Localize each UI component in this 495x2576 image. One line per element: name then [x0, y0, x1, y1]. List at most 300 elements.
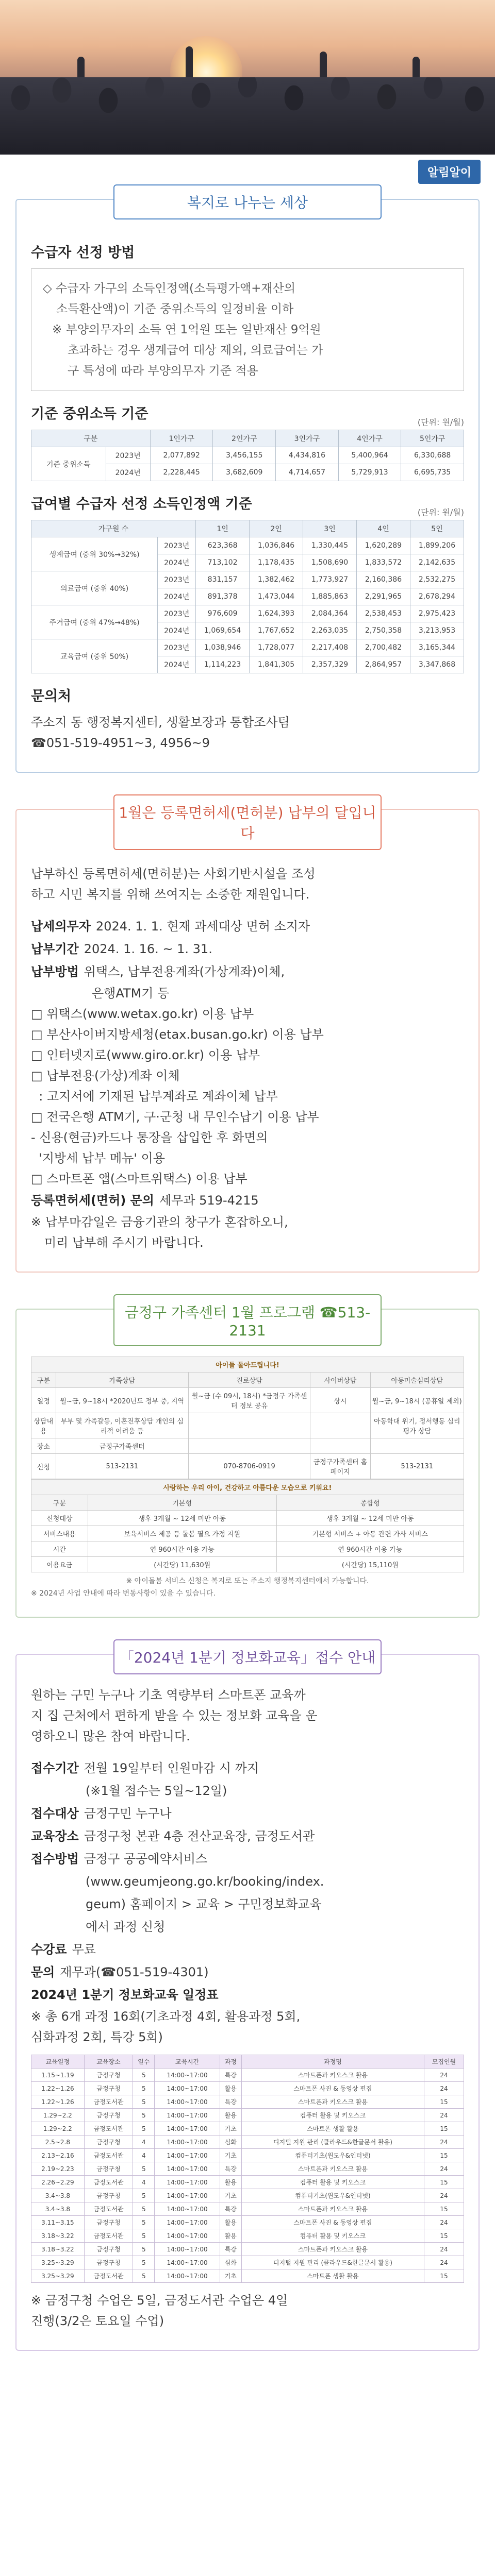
benefit-row [31, 571, 464, 588]
edu-info-label: 접수대상 [31, 1806, 79, 1821]
edu-schedule-cell: 2.5~2.8 [31, 2136, 85, 2149]
edu-schedule-cell: 특강 [220, 2202, 241, 2216]
footnote: ※ 2024년 사업 안내에 따라 변동사항이 있을 수 있습니다. [31, 1589, 216, 1598]
edu-schedule-cell: 15 [424, 2122, 464, 2136]
edu-schedule-cell: 24 [424, 2189, 464, 2202]
benefit-cell: 2023년 [158, 639, 196, 656]
edu-schedule-cell: 24 [424, 2109, 464, 2122]
childcare-row [31, 1541, 464, 1557]
plan-heading [31, 1984, 464, 2006]
edu-schedule-cell: 3.4~3.8 [31, 2189, 85, 2202]
benefit-cell: 1,899,206 [410, 537, 464, 554]
edu-schedule-cell: 1.15~1.19 [31, 2069, 85, 2082]
edu-schedule-cell: 특강 [220, 2162, 241, 2176]
edu-info-row [31, 1938, 464, 1961]
edu-schedule-cell: 1.22~1.26 [31, 2082, 85, 2095]
edu-schedule-row [31, 2189, 464, 2202]
edu-schedule-cell: 14:00~17:00 [155, 2069, 220, 2082]
edu-schedule-cell: 활용 [220, 2082, 241, 2095]
median-cell: 3,682,609 [213, 464, 276, 481]
edu-schedule-cell: 금정구청 [84, 2082, 133, 2095]
edu-schedule-cell: 금정구청 [84, 2069, 133, 2082]
benefit-table [31, 520, 464, 673]
counsel-cell: 월~금 (수 09시, 18시) *금정구 가족센터 정보 공유 [188, 1388, 310, 1413]
benefit-cell: 1,114,223 [196, 656, 250, 673]
edu-schedule-row [31, 2162, 464, 2176]
benefit-header-cell: 3인 [303, 520, 357, 537]
edu-header-cell: 교육일정 [31, 2055, 85, 2069]
intro-line: 지 집 근처에서 편하게 받을 수 있는 정보화 교육을 운 [31, 1708, 318, 1723]
median-cell: 5,400,964 [338, 447, 401, 464]
counsel-row [31, 1413, 464, 1438]
counsel-header-cell: 사이버상담 [310, 1372, 370, 1388]
counsel-cell: 신청 [31, 1454, 56, 1479]
edu-schedule-row [31, 2122, 464, 2136]
median-cell: 6,330,688 [401, 447, 464, 464]
counsel-table-title: 아이들 돌아드립니다! [31, 1357, 464, 1372]
edu-schedule-cell: 기초 [220, 2122, 241, 2136]
median-cell: 2024년 [106, 464, 150, 481]
edu-schedule-cell: 금정도서관 [84, 2269, 133, 2283]
inquiry-value: 세무과 519-4215 [159, 1193, 259, 1208]
edu-schedule-cell: 스마트폰과 키오스크 활용 [241, 2243, 424, 2256]
edu-schedule-row [31, 2269, 464, 2283]
edu-schedule-cell: 5 [133, 2082, 155, 2095]
edu-schedule-cell: 15 [424, 2176, 464, 2189]
edu-header-cell: 과정 [220, 2055, 241, 2069]
benefit-cell: 2024년 [158, 554, 196, 571]
edu-schedule-cell: 24 [424, 2243, 464, 2256]
edu-header-cell: 과정명 [241, 2055, 424, 2069]
benefit-row-label: 주거급여 (중위 47%→48%) [31, 605, 158, 639]
childcare-cell: 보육서비스 제공 등 돌봄 필요 가정 지원 [88, 1526, 276, 1541]
benefit-cell: 3,213,953 [410, 622, 464, 639]
tax-info-value: 2024. 1. 16. ~ 1. 31. [84, 942, 212, 956]
edu-schedule-cell: 24 [424, 2136, 464, 2149]
edu-schedule-row [31, 2082, 464, 2095]
closing-note: 진행(3/2은 토요일 수업) [31, 2314, 164, 2328]
edu-schedule-cell: 컴퓨터기초(윈도우&인터넷) [241, 2189, 424, 2202]
footnote: ※ 아이돌봄 서비스 신청은 복지로 또는 주소지 행정복지센터에서 가능합니다. [126, 1577, 369, 1585]
benefit-cell: 831,157 [196, 571, 250, 588]
tax-info-label: 납부기간 [31, 942, 79, 956]
edu-schedule-cell: 금정구청 [84, 2109, 133, 2122]
counsel-cell: 아동학대 위기, 정서행동 심리평가 상담 [370, 1413, 464, 1438]
edu-schedule-cell: 15 [424, 2202, 464, 2216]
edu-schedule-cell: 5 [133, 2069, 155, 2082]
info-edu-title: 「2024년 1분기 정보화교육」접수 안내 [113, 1639, 382, 1674]
edu-schedule-row [31, 2136, 464, 2149]
edu-schedule-cell: 14:00~17:00 [155, 2202, 220, 2216]
edu-schedule-cell: 컴퓨터 활용 및 키오스크 [241, 2109, 424, 2122]
benefit-cell: 2,700,482 [357, 639, 410, 656]
edu-schedule-cell: 5 [133, 2229, 155, 2243]
edu-schedule-cell: 3.18~3.22 [31, 2243, 85, 2256]
benefit-cell: 1,178,435 [250, 554, 303, 571]
edu-info-value: 금정구청 본관 4층 전산교육장, 금정도서관 [84, 1829, 315, 1843]
edu-schedule-cell: 금정구청 [84, 2256, 133, 2269]
edu-schedule-cell: 2.13~2.16 [31, 2149, 85, 2162]
counsel-cell: 일정 [31, 1388, 56, 1413]
edu-schedule-cell: 15 [424, 2149, 464, 2162]
edu-info-value: 재무과(☎051-519-4301) [60, 1965, 209, 1979]
benefit-header-cell: 가구원 수 [31, 520, 196, 537]
edu-schedule-cell: 심화 [220, 2136, 241, 2149]
edu-header-cell: 모집인원 [424, 2055, 464, 2069]
childcare-cell: (시간당) 15,110원 [276, 1557, 464, 1572]
edu-schedule-cell: 5 [133, 2256, 155, 2269]
edu-schedule-cell: 스마트폰 사진 & 동영상 편집 [241, 2082, 424, 2095]
counsel-cell: 513-2131 [370, 1454, 464, 1479]
edu-schedule-cell: 금정도서관 [84, 2095, 133, 2109]
median-header-cell: 구분 [31, 430, 151, 447]
edu-schedule-cell: 3.4~3.8 [31, 2202, 85, 2216]
edu-schedule-cell: 활용 [220, 2229, 241, 2243]
edu-schedule-cell: 스마트폰 생활 활용 [241, 2269, 424, 2283]
edu-schedule-cell: 5 [133, 2189, 155, 2202]
tax-info-row [31, 915, 464, 938]
edu-schedule-cell: 24 [424, 2256, 464, 2269]
benefit-cell: 1,841,305 [250, 656, 303, 673]
edu-info-value: 무료 [72, 1942, 96, 1957]
edu-info-row [31, 1757, 464, 1780]
edu-schedule-cell: 14:00~17:00 [155, 2243, 220, 2256]
counsel-header-cell: 아동미술심리상담 [370, 1372, 464, 1388]
benefit-cell: 2,291,965 [357, 588, 410, 605]
benefit-cell: 2,864,957 [357, 656, 410, 673]
edu-schedule-cell: 5 [133, 2216, 155, 2229]
counsel-row [31, 1454, 464, 1479]
edu-schedule-cell: 기초 [220, 2189, 241, 2202]
edu-schedule-row [31, 2216, 464, 2229]
edu-schedule-row [31, 2095, 464, 2109]
edu-schedule-cell: 5 [133, 2269, 155, 2283]
edu-schedule-cell: 14:00~17:00 [155, 2216, 220, 2229]
edu-schedule-row [31, 2069, 464, 2082]
edu-info-label: 접수기간 [31, 1761, 79, 1775]
edu-schedule-cell: 14:00~17:00 [155, 2109, 220, 2122]
median-header-cell: 2인가구 [213, 430, 276, 447]
edu-schedule-cell: 14:00~17:00 [155, 2095, 220, 2109]
childcare-header-cell: 기본형 [88, 1495, 276, 1511]
benefit-cell: 2,678,294 [410, 588, 464, 605]
edu-info-label [31, 1780, 80, 1802]
median-header-cell: 1인가구 [150, 430, 213, 447]
edu-schedule-cell: 14:00~17:00 [155, 2122, 220, 2136]
edu-schedule-cell: 14:00~17:00 [155, 2269, 220, 2283]
benefit-cell: 2,357,329 [303, 656, 357, 673]
benefit-cell: 2,263,035 [303, 622, 357, 639]
childcare-cell: 연 960시간 이용 가능 [276, 1541, 464, 1557]
family-center-title: 금정구 가족센터 1월 프로그램 ☎513-2131 [113, 1294, 382, 1346]
welfare-section [15, 194, 480, 773]
edu-schedule-row [31, 2229, 464, 2243]
benefit-cell: 2023년 [158, 571, 196, 588]
benefit-cell: 1,767,652 [250, 622, 303, 639]
edu-schedule-cell: 14:00~17:00 [155, 2082, 220, 2095]
edu-schedule-cell: 3.25~3.29 [31, 2256, 85, 2269]
benefit-cell: 713,102 [196, 554, 250, 571]
edu-info-row [31, 1870, 464, 1893]
edu-schedule-row [31, 2176, 464, 2189]
median-cell: 2,077,892 [150, 447, 213, 464]
license-tax-section [15, 804, 480, 1273]
edu-schedule-row [31, 2202, 464, 2216]
benefit-row [31, 605, 464, 622]
hero-photo [0, 0, 495, 155]
edu-schedule-cell: 14:00~17:00 [155, 2176, 220, 2189]
section-tag: 알림알이 [418, 160, 481, 184]
edu-schedule-cell: 24 [424, 2162, 464, 2176]
benefit-cell: 2,217,408 [303, 639, 357, 656]
edu-info-label: 교육장소 [31, 1829, 79, 1843]
childcare-cell: 생후 3개월 ~ 12세 미만 아동 [276, 1511, 464, 1526]
edu-schedule-cell: 2.26~2.29 [31, 2176, 85, 2189]
benefit-cell: 2,532,275 [410, 571, 464, 588]
tax-info-row [31, 938, 464, 960]
edu-info-label: 접수방법 [31, 1852, 79, 1866]
counsel-cell: 상시 [310, 1388, 370, 1413]
edu-schedule-cell: 5 [133, 2109, 155, 2122]
counsel-header-cell: 가족상담 [56, 1372, 188, 1388]
median-unit: (단위: 원/월) [417, 417, 464, 427]
edu-schedule-cell: 3.11~3.15 [31, 2216, 85, 2229]
edu-header-cell: 교육시간 [155, 2055, 220, 2069]
childcare-cell: 기본형 서비스 + 아동 관련 가사 서비스 [276, 1526, 464, 1541]
benefit-cell: 1,036,846 [250, 537, 303, 554]
edu-schedule-cell: 4 [133, 2136, 155, 2149]
benefit-cell: 976,609 [196, 605, 250, 622]
edu-schedule-cell: 활용 [220, 2216, 241, 2229]
childcare-cell: 이용요금 [31, 1557, 88, 1572]
edu-schedule-cell: 14:00~17:00 [155, 2149, 220, 2162]
edu-schedule-cell: 금정도서관 [84, 2176, 133, 2189]
edu-info-row [31, 1848, 464, 1870]
counsel-cell [310, 1438, 370, 1454]
crowd-silhouette [0, 77, 495, 155]
edu-schedule-cell: 금정도서관 [84, 2122, 133, 2136]
benefit-cell: 2,142,635 [410, 554, 464, 571]
tax-info-label: 납부방법 [31, 964, 79, 979]
benefit-cell: 2,538,453 [357, 605, 410, 622]
contact-heading: 문의처 [31, 688, 72, 704]
benefit-cell: 2,750,358 [357, 622, 410, 639]
tax-info-label: 납세의무자 [31, 919, 91, 934]
benefit-cell: 1,624,393 [250, 605, 303, 622]
median-header-cell: 5인가구 [401, 430, 464, 447]
inquiry-label: 등록면허세(면허) 문의 [31, 1193, 154, 1208]
benefit-cell: 1,330,445 [303, 537, 357, 554]
welfare-title: 복지로 나누는 세상 [113, 184, 382, 219]
benefit-cell: 1,773,927 [303, 571, 357, 588]
edu-schedule-row [31, 2109, 464, 2122]
payment-option: □ 스마트폰 앱(스마트위택스) 이용 납부 [31, 1172, 248, 1186]
edu-schedule-cell: 금정구청 [84, 2243, 133, 2256]
edu-schedule-cell: 5 [133, 2122, 155, 2136]
edu-schedule-cell: 특강 [220, 2095, 241, 2109]
payment-option: □ 납부전용(가상)계좌 이체 [31, 1069, 180, 1083]
edu-info-row [31, 1893, 464, 1916]
median-row [31, 447, 464, 464]
tax-info-value: 위택스, 납부전용계좌(가상계좌)이체, [84, 964, 285, 979]
license-tax-title: 1월은 등록면허세(면허분) 납부의 달입니다 [113, 794, 382, 850]
edu-schedule-cell: 1.22~1.26 [31, 2095, 85, 2109]
edu-info-label [31, 1893, 80, 1916]
criteria-line: ◇ 수급자 가구의 소득인정액(소득평가액+재산의 [43, 282, 296, 295]
edu-schedule-cell: 5 [133, 2095, 155, 2109]
method-continued: 은행ATM기 등 [92, 986, 170, 1001]
childcare-header-cell: 구분 [31, 1495, 88, 1511]
closing-note: ※ 금정구청 수업은 5일, 금정도서관 수업은 4일 [31, 2293, 288, 2308]
benefit-cell: 2,975,423 [410, 605, 464, 622]
info-edu-section [15, 1649, 480, 2351]
edu-info-label [31, 1870, 80, 1893]
edu-schedule-cell: 스마트폰과 키오스크 활용 [241, 2162, 424, 2176]
inquiry-row [31, 1189, 464, 1212]
edu-info-value: (※1월 접수는 5일~12일) [86, 1784, 227, 1798]
childcare-banner: 사랑하는 우리 아이, 건강하고 아름다운 모습으로 키워요! [31, 1480, 464, 1495]
edu-info-label [31, 1916, 80, 1938]
benefit-cell: 623,368 [196, 537, 250, 554]
benefit-header-cell: 4인 [357, 520, 410, 537]
edu-schedule-cell: 특강 [220, 2243, 241, 2256]
edu-schedule-cell: 2.19~2.23 [31, 2162, 85, 2176]
intro-line: 하고 시민 복지를 위해 쓰여지는 소중한 재원입니다. [31, 887, 310, 902]
edu-schedule-cell: 금정도서관 [84, 2229, 133, 2243]
intro-line: 납부하신 등록면허세(면허분)는 사회기반시설을 조성 [31, 867, 316, 881]
benefit-cell: 3,347,868 [410, 656, 464, 673]
benefit-cell: 2024년 [158, 622, 196, 639]
counsel-cell [188, 1413, 310, 1438]
childcare-cell: 생후 3개월 ~ 12세 미만 아동 [88, 1511, 276, 1526]
edu-info-value: 전월 19일부터 인원마감 시 까지 [84, 1761, 259, 1775]
childcare-row [31, 1511, 464, 1526]
edu-info-value: 금정구 공공예약서비스 [84, 1852, 208, 1866]
payment-option: : 고지서에 기재된 납부계좌로 계좌이체 납부 [31, 1089, 278, 1104]
criteria-line: 소득환산액)이 기준 중위소득의 일정비율 이하 [56, 302, 294, 316]
edu-schedule-cell: 컴퓨터기초(윈도우&인터넷) [241, 2149, 424, 2162]
benefit-cell: 1,833,572 [357, 554, 410, 571]
edu-schedule-cell: 기초 [220, 2269, 241, 2283]
edu-schedule-cell: 컴퓨터 활용 및 키오스크 [241, 2176, 424, 2189]
edu-schedule-cell: 3.18~3.22 [31, 2229, 85, 2243]
median-heading: 기준 중위소득 기준 [31, 406, 148, 422]
payment-option: □ 위택스(www.wetax.go.kr) 이용 납부 [31, 1007, 254, 1021]
edu-schedule-cell: 1.29~2.2 [31, 2109, 85, 2122]
payment-option: □ 전국은행 ATM기, 구·군청 내 무인수납기 이용 납부 [31, 1110, 319, 1124]
childcare-cell: 시간 [31, 1541, 88, 1557]
counsel-cell: 513-2131 [56, 1454, 188, 1479]
criteria-line: 구 특성에 따라 부양의무자 기준 적용 [68, 364, 258, 378]
edu-schedule-row [31, 2149, 464, 2162]
edu-schedule-cell: 컴퓨터 활용 및 키오스크 [241, 2229, 424, 2243]
payment-option: '지방세 납부 메뉴' 이용 [31, 1151, 165, 1165]
benefit-cell: 2023년 [158, 605, 196, 622]
edu-schedule-cell: 디지털 지원 관리 (클라우드&한글문서 활용) [241, 2136, 424, 2149]
benefit-cell: 2024년 [158, 588, 196, 605]
childcare-row [31, 1526, 464, 1541]
counsel-row [31, 1388, 464, 1413]
benefit-cell: 1,069,654 [196, 622, 250, 639]
payment-option: □ 인터넷지로(www.giro.or.kr) 이용 납부 [31, 1048, 260, 1062]
median-income-table [31, 430, 464, 481]
edu-info-value: (www.geumjeong.go.kr/booking/index. [86, 1874, 324, 1889]
benefit-row [31, 537, 464, 554]
benefit-row-label: 교육급여 (중위 50%) [31, 639, 158, 673]
tag-bar [0, 155, 495, 183]
childcare-header-cell: 종합형 [276, 1495, 464, 1511]
edu-info-value: 금정구민 누구나 [84, 1806, 172, 1821]
edu-schedule-cell: 특강 [220, 2069, 241, 2082]
benefit-row-label: 의료급여 (중위 40%) [31, 571, 158, 605]
benefit-cell: 1,473,044 [250, 588, 303, 605]
childcare-cell: (시간당) 11,630원 [88, 1557, 276, 1572]
criteria-note [31, 268, 464, 391]
benefit-cell: 1,508,690 [303, 554, 357, 571]
edu-header-cell: 교육장소 [84, 2055, 133, 2069]
criteria-heading: 수급자 선정 방법 [31, 245, 135, 261]
benefit-heading: 급여별 수급자 선정 소득인정액 기준 [31, 496, 252, 512]
edu-schedule-row [31, 2243, 464, 2256]
edu-schedule-cell: 금정구청 [84, 2162, 133, 2176]
edu-schedule-cell: 1.29~2.2 [31, 2122, 85, 2136]
edu-schedule-cell: 24 [424, 2069, 464, 2082]
edu-info-value: 에서 과정 신청 [86, 1920, 166, 1934]
edu-schedule-cell: 스마트폰 생활 활용 [241, 2122, 424, 2136]
counsel-cell: 금정구가족센터 [56, 1438, 188, 1454]
median-cell: 2,228,445 [150, 464, 213, 481]
edu-schedule-cell: 금정구청 [84, 2189, 133, 2202]
benefit-unit: (단위: 원/월) [417, 507, 464, 517]
counsel-cell [370, 1438, 464, 1454]
counsel-cell: 장소 [31, 1438, 56, 1454]
benefit-cell: 1,620,289 [357, 537, 410, 554]
edu-info-label: 문의 [31, 1965, 55, 1979]
benefit-row-label: 생계급여 (중위 30%→32%) [31, 537, 158, 571]
median-cell: 3,456,155 [213, 447, 276, 464]
edu-schedule-cell: 스마트폰과 키오스크 활용 [241, 2202, 424, 2216]
edu-schedule-cell: 활용 [220, 2176, 241, 2189]
benefit-cell: 3,165,344 [410, 639, 464, 656]
edu-info-row [31, 1961, 464, 1984]
median-cell: 5,729,913 [338, 464, 401, 481]
edu-schedule-cell: 14:00~17:00 [155, 2136, 220, 2149]
counsel-cell [310, 1413, 370, 1438]
edu-schedule-cell: 스마트폰과 키오스크 활용 [241, 2069, 424, 2082]
counsel-cell: 070-8706-0919 [188, 1454, 310, 1479]
benefit-cell: 1,038,946 [196, 639, 250, 656]
note-line: ※ 납부마감일은 금융기관의 창구가 혼잡하오니, [31, 1215, 288, 1229]
edu-schedule-row [31, 2256, 464, 2269]
benefit-cell: 2023년 [158, 537, 196, 554]
edu-header-cell: 일수 [133, 2055, 155, 2069]
edu-schedule-cell: 14:00~17:00 [155, 2189, 220, 2202]
edu-schedule-cell: 5 [133, 2162, 155, 2176]
childcare-row [31, 1557, 464, 1572]
edu-schedule-cell: 15 [424, 2095, 464, 2109]
intro-line: 원하는 구민 누구나 기초 역량부터 스마트폰 교육까 [31, 1688, 306, 1702]
benefit-cell: 2,160,386 [357, 571, 410, 588]
counsel-table [31, 1357, 464, 1479]
edu-info-row [31, 1802, 464, 1825]
edu-schedule-cell: 스마트폰 사진 & 동영상 편집 [241, 2216, 424, 2229]
counsel-cell: 금정구가족센터 홈페이지 [310, 1454, 370, 1479]
payment-option: □ 부산사이버지방세청(etax.busan.go.kr) 이용 납부 [31, 1027, 324, 1042]
edu-info-row [31, 1780, 464, 1802]
edu-schedule-cell: 3.25~3.29 [31, 2269, 85, 2283]
benefit-cell: 891,378 [196, 588, 250, 605]
median-cell: 4,434,816 [276, 447, 339, 464]
